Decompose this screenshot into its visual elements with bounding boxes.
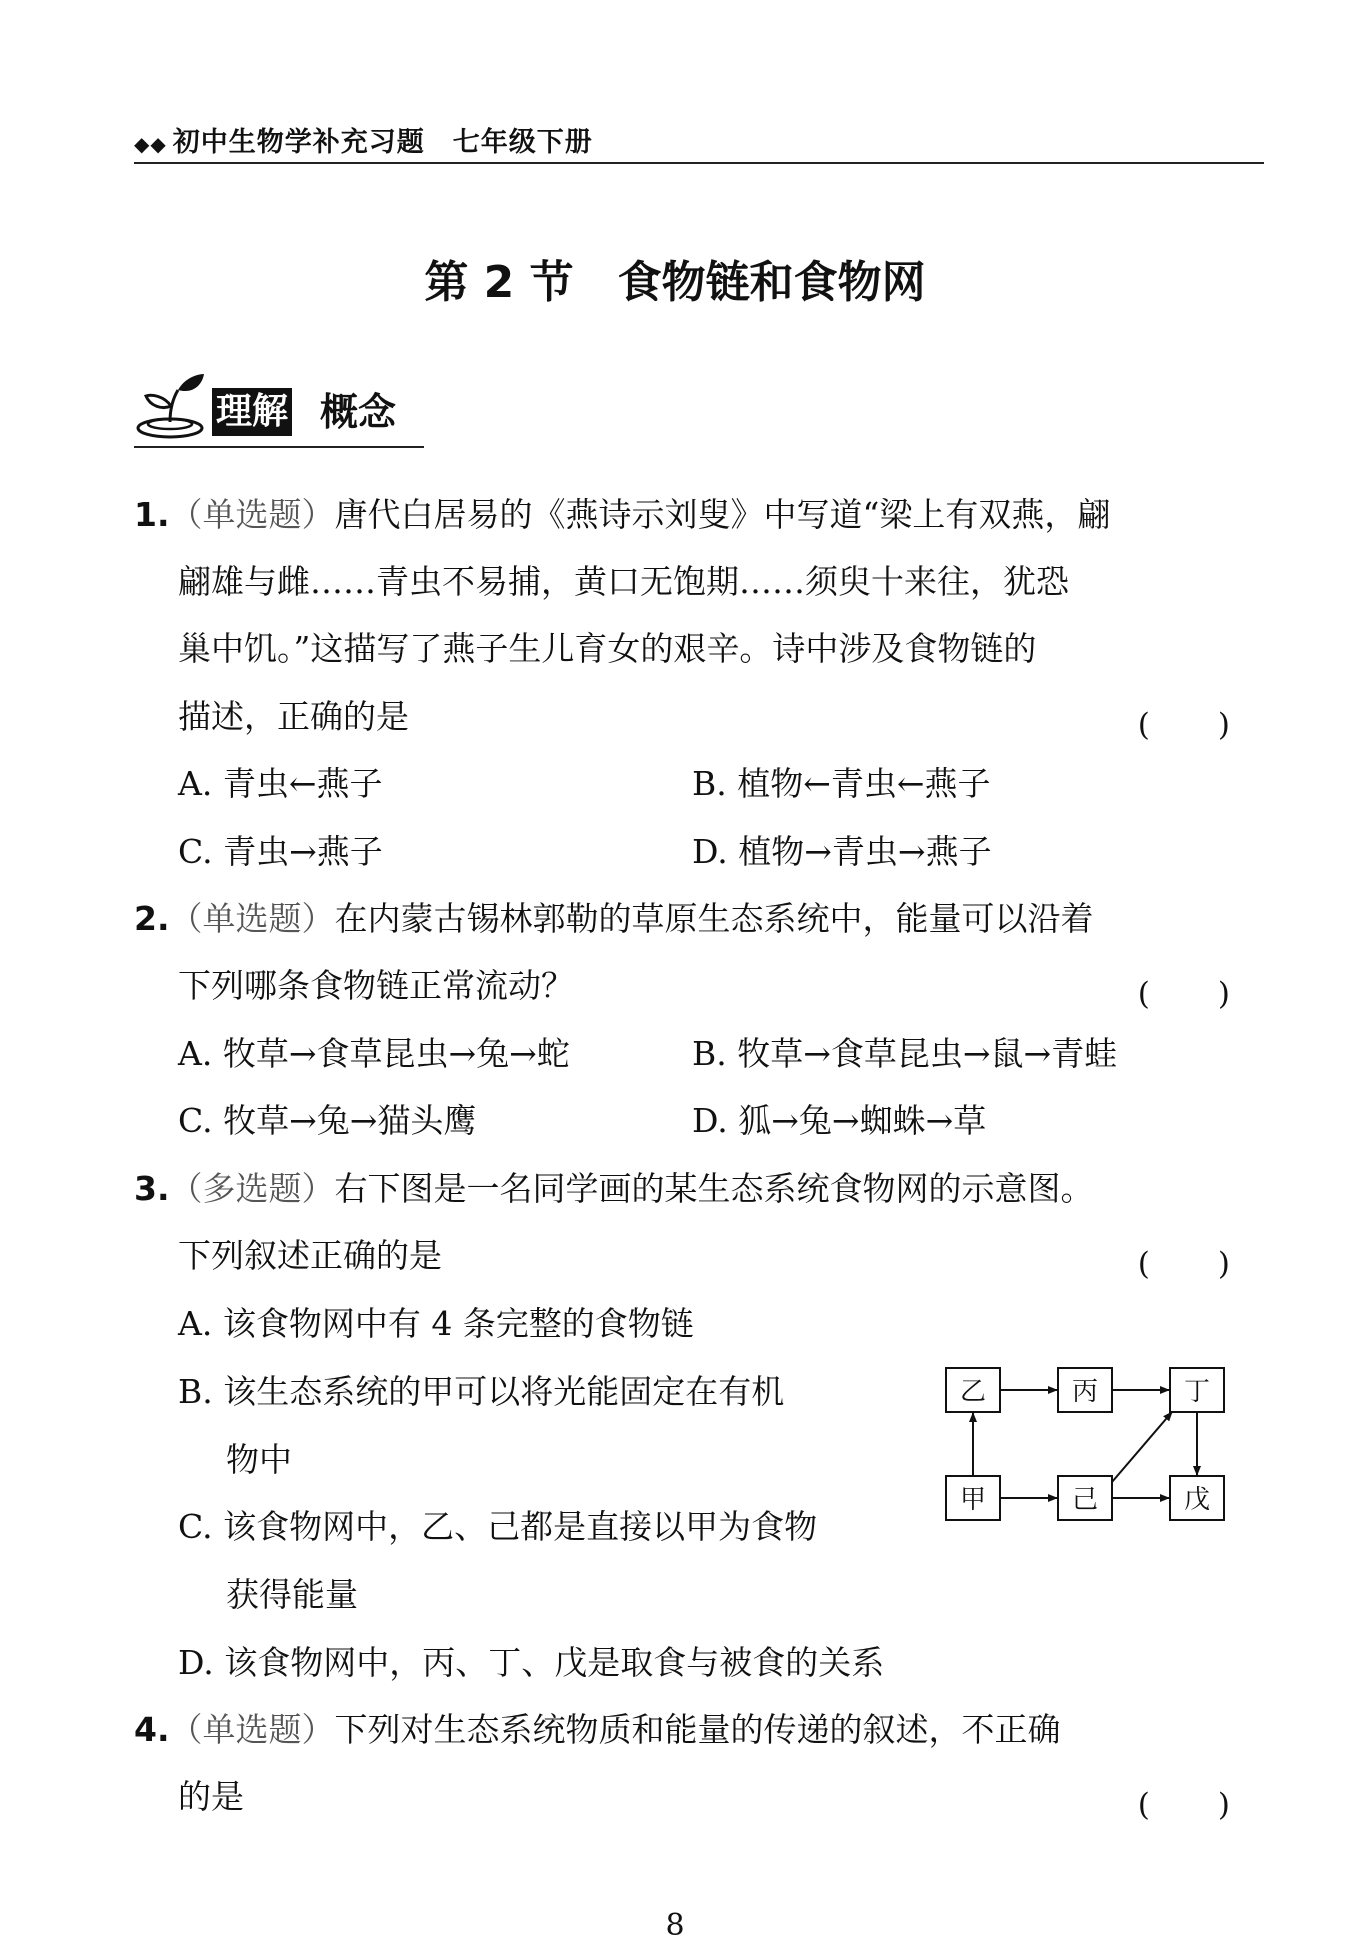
section-label-dark: 理解: [212, 388, 292, 436]
question-1-line-1: [134, 495, 1110, 535]
header-rule: [134, 162, 1264, 164]
page-title: 第 2 节 食物链和食物网: [424, 257, 926, 308]
option-label: C.: [178, 1507, 213, 1546]
option-text: 青虫←燕子: [222, 764, 383, 803]
option-text: 青虫→燕子: [223, 832, 383, 871]
option-label: D.: [178, 1643, 214, 1682]
option-1b[interactable]: [692, 764, 991, 804]
option-1c[interactable]: [178, 832, 383, 872]
option-text: 该食物网中有 4 条完整的食物链: [222, 1304, 694, 1343]
question-2-line-1: [134, 899, 1094, 939]
question-1-line-2: 翩雄与雌……青虫不易捕，黄口无饱期……须臾十来往，犹恐: [178, 562, 1069, 601]
option-label: B.: [692, 1034, 727, 1073]
option-text: 牧草→食草昆虫→兔→蛇: [222, 1034, 570, 1073]
option-label: A.: [178, 1034, 213, 1073]
question-1-line-4: 描述，正确的是: [178, 697, 409, 736]
answer-blank-3[interactable]: ( ): [1137, 1246, 1232, 1282]
option-1a[interactable]: [178, 764, 382, 804]
node-ji: 己: [1071, 1485, 1099, 1515]
option-label: D.: [692, 1101, 728, 1140]
food-web-diagram: [936, 1358, 1236, 1534]
node-yi: 乙: [959, 1377, 987, 1407]
option-2b[interactable]: [692, 1034, 1117, 1074]
question-type: （多选题）: [169, 1169, 335, 1208]
question-text: 下列对生态系统物质和能量的传递的叙述，不正确: [334, 1710, 1061, 1749]
section-rule: [134, 446, 424, 448]
running-header: [134, 120, 593, 159]
option-text: 该食物网中，乙、己都是直接以甲为食物: [223, 1507, 818, 1546]
option-2a[interactable]: [178, 1034, 570, 1074]
option-1d[interactable]: [692, 832, 992, 872]
option-3b-cont: 物中: [226, 1440, 292, 1479]
question-3-line-1: [134, 1169, 1094, 1209]
question-text: 右下图是一名同学画的某生态系统食物网的示意图。: [334, 1169, 1094, 1208]
option-label: A.: [178, 764, 213, 803]
option-3d[interactable]: [178, 1643, 884, 1683]
option-label: B.: [692, 764, 727, 803]
page-number: 8: [665, 1908, 685, 1943]
option-label: B.: [178, 1372, 213, 1411]
option-text: 植物←青虫←燕子: [737, 764, 991, 803]
question-4-line-2: 的是: [178, 1777, 244, 1816]
arrow-ji-ding: [1112, 1412, 1172, 1482]
option-text: 牧草→兔→猫头鹰: [223, 1101, 477, 1140]
option-3b[interactable]: [178, 1372, 784, 1412]
question-number: 2.: [134, 899, 170, 938]
answer-blank-1[interactable]: ( ): [1137, 707, 1232, 743]
option-label: A.: [178, 1304, 213, 1343]
question-type: （单选题）: [169, 1710, 335, 1749]
question-number: 3.: [134, 1169, 170, 1208]
option-3c-cont: 获得能量: [226, 1575, 358, 1614]
option-label: C.: [178, 832, 213, 871]
question-type: （单选题）: [169, 495, 335, 534]
node-bing: 丙: [1071, 1377, 1099, 1407]
running-header-text: 初中生物学补充习题 七年级下册: [172, 127, 593, 158]
option-label: D.: [692, 832, 728, 871]
option-text: 植物→青虫→燕子: [738, 832, 992, 871]
question-type: （单选题）: [169, 899, 335, 938]
option-text: 该食物网中，丙、丁、戊是取食与被食的关系: [224, 1643, 885, 1682]
option-text: 牧草→食草昆虫→鼠→青蛙: [737, 1034, 1118, 1073]
question-number: 4.: [134, 1710, 170, 1749]
question-text: 在内蒙古锡林郭勒的草原生态系统中，能量可以沿着: [334, 899, 1094, 938]
option-label: C.: [178, 1101, 213, 1140]
question-4-line-1: [134, 1710, 1061, 1750]
question-1-line-3: 巢中饥。”这描写了燕子生儿育女的艰辛。诗中涉及食物链的: [178, 629, 1037, 668]
node-wu: 戊: [1183, 1485, 1211, 1515]
question-number: 1.: [134, 495, 170, 534]
seedling-icon: [134, 366, 208, 446]
node-ding: 丁: [1183, 1377, 1211, 1407]
option-2d[interactable]: [692, 1101, 986, 1141]
question-text: 唐代白居易的《燕诗示刘叟》中写道“梁上有双燕，翩: [334, 495, 1111, 534]
option-text: 该生态系统的甲可以将光能固定在有机: [223, 1372, 785, 1411]
section-badge: [134, 366, 434, 448]
question-2-line-2: 下列哪条食物链正常流动？: [178, 966, 574, 1005]
answer-blank-2[interactable]: ( ): [1137, 976, 1232, 1012]
answer-blank-4[interactable]: ( ): [1137, 1787, 1232, 1823]
option-text: 狐→兔→蜘蛛→草: [738, 1101, 987, 1140]
diamonds-icon: ◆◆: [134, 132, 167, 156]
option-3c[interactable]: [178, 1507, 817, 1547]
section-label-light: 概念: [320, 390, 397, 434]
node-jia: 甲: [959, 1485, 987, 1515]
option-3a[interactable]: [178, 1304, 694, 1344]
question-3-line-2: 下列叙述正确的是: [178, 1236, 442, 1275]
option-2c[interactable]: [178, 1101, 476, 1141]
